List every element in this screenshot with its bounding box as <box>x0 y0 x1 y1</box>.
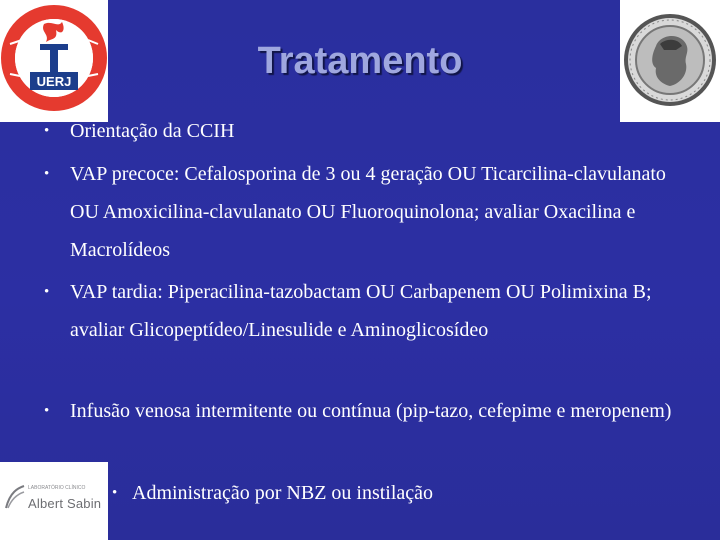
bullet-text: VAP tardia: Piperacilina-tazobactam OU Carbapenem OU Polimixina B; avaliar Glicopeptídeo/Linesulide e Aminoglicosídeo <box>70 281 652 341</box>
bullet-dot: • <box>44 123 50 139</box>
sub-bullet-item <box>112 474 672 512</box>
bullet-text: Orientação da CCIH <box>70 120 235 142</box>
bullet-item <box>44 112 674 150</box>
bullet-text: Infusão venosa intermitente ou contínua (pip-tazo, cefepime e meropenem) <box>70 400 672 422</box>
bullet-item <box>44 392 674 430</box>
sub-bullet-text: Administração por NBZ ou instilação <box>132 482 434 504</box>
bullet-item <box>44 155 674 269</box>
slide-title: Tratamento <box>257 40 463 82</box>
bullet-dot: • <box>44 284 50 300</box>
bullet-dot: • <box>112 485 118 501</box>
bullet-text: VAP precoce: Cefalosporina de 3 ou 4 geração OU Ticarcilina-clavulanato OU Amoxicilina-clavulanato OU Fluoroquinolona; avaliar Oxacilina e Macrolídeos <box>70 163 666 261</box>
sabin-name: Albert Sabin <box>28 496 102 511</box>
uerj-label: UERJ <box>36 74 72 89</box>
bullet-dot: • <box>44 403 50 419</box>
sabin-small-text: LABORATÓRIO CLÍNICO <box>28 485 86 491</box>
bullet-item <box>44 273 674 349</box>
bullet-dot: • <box>44 166 50 182</box>
